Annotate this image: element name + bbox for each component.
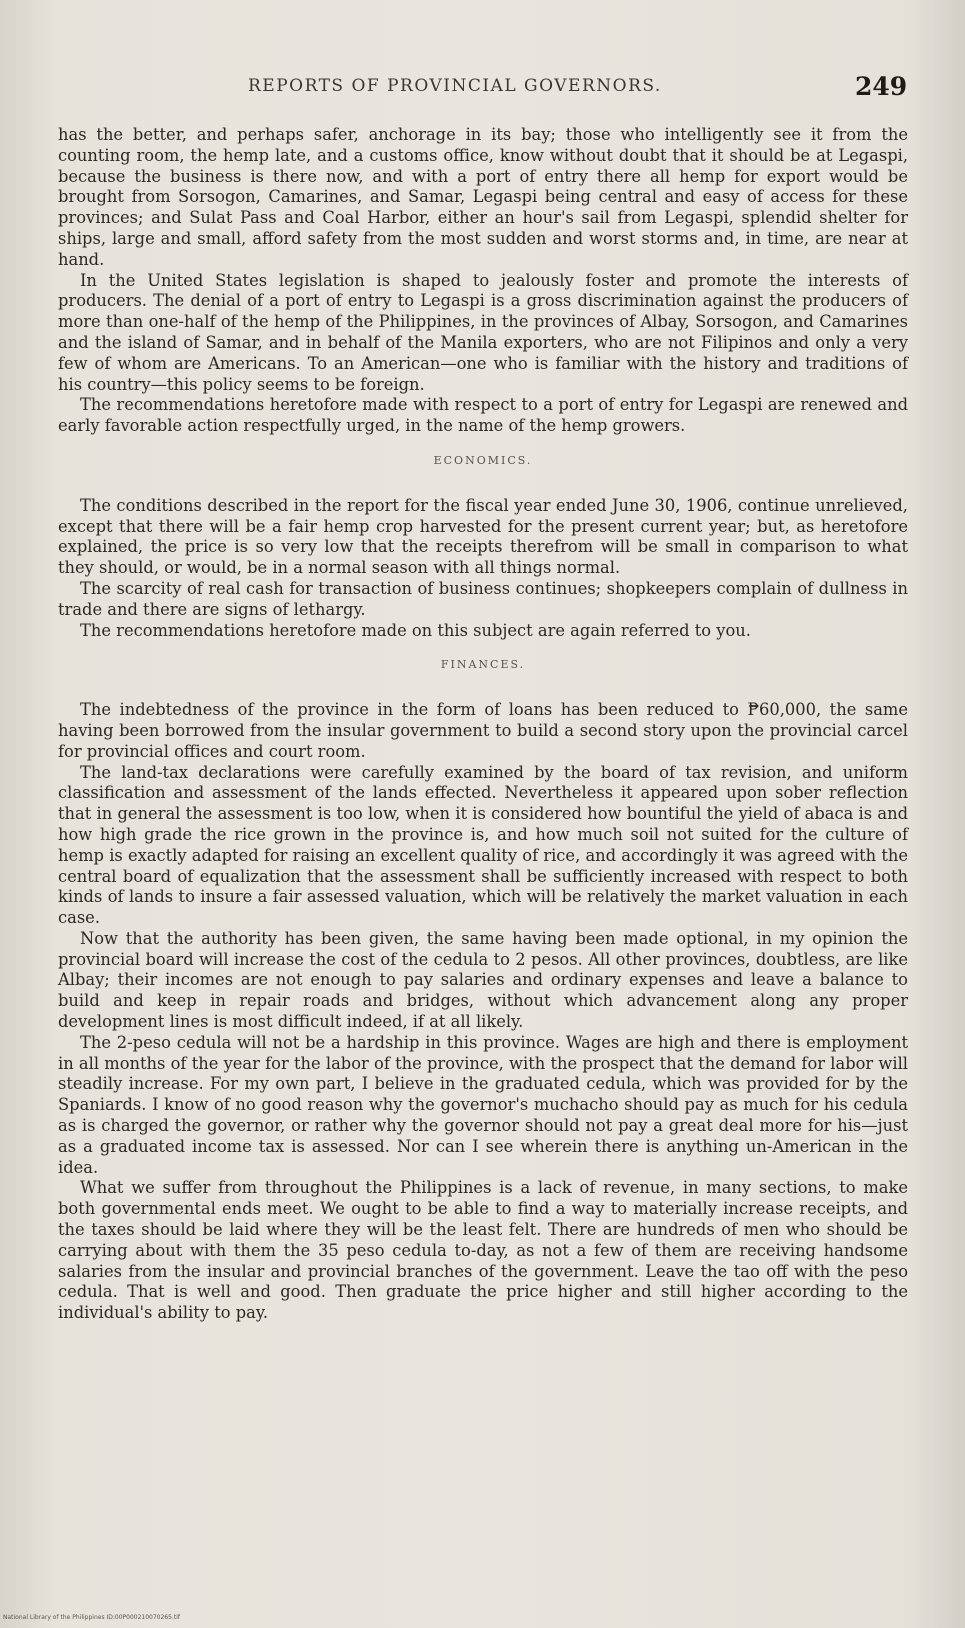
document-body xyxy=(58,125,908,1324)
paragraph-3: The recommendations heretofore made with respect to a port of entry for Legaspi are renewed and early favorable action respectfully urged, in the name of the hemp growers. xyxy=(58,395,908,436)
running-head: REPORTS OF PROVINCIAL GOVERNORS. xyxy=(248,76,662,96)
paragraph-5: The scarcity of real cash for transaction of business continues; shopkeepers complain of dullness in trade and there are signs of lethargy. xyxy=(58,578,908,619)
paragraph-7: The indebtedness of the province in the form of loans has been reduced to ₱60,000, the same having been borrowed from the insular government to build a second story upon the provincial carcel for provincial offices and court room. xyxy=(58,700,908,761)
page-header xyxy=(0,72,965,104)
page-number: 249 xyxy=(855,72,908,101)
paragraph-10: The 2-peso cedula will not be a hardship in this province. Wages are high and there is employment in all months of the year for the labor of the province, with the prospect that the demand for labor will steadily increase. For my own part, I believe in the graduated cedula, which was provided for by the Spaniards. I know of no good reason why the governor's muchacho should pay as much for his cedula as is charged the governor, or rather why the governor should not pay a great deal more for his—just as a graduated income tax is assessed. Nor can I see wherein there is anything un-American in the idea. xyxy=(58,1032,908,1177)
paragraph-2: In the United States legislation is shaped to jealously foster and promote the interests of producers. The denial of a port of entry to Legaspi is a gross discrimination against the producers of more than one-half of the hemp of the Philippines, in the provinces of Albay, Sorsogon, and Camarines and the island of Samar, and in behalf of the Manila exporters, who are not Filipinos and only a very few of whom are Americans. To an American—one who is familiar with the history and traditions of his country—this policy seems to be foreign. xyxy=(58,270,908,394)
scan-credit-footer: National Library of the Philippines ID:00P000210070265.tif xyxy=(3,1614,180,1621)
paragraph-6: The recommendations heretofore made on this subject are again referred to you. xyxy=(80,620,751,640)
paragraph-8: The land-tax declarations were carefully examined by the board of tax revision, and uniform classification and assessment of the lands effected. Nevertheless it appeared upon sober reflection that in general the assessment is too low, when it is considered how bountiful the yield of abaca is and how high grade the rice grown in the province is, and how much soil not suited for the culture of hemp is exactly adapted for raising an excellent quality of rice, and accordingly it was agreed with the central board of equalization that the assessment shall be sufficiently increased with respect to both kinds of lands to insure a fair assessed valuation, which will be relatively the market valuation in each case. xyxy=(58,762,908,928)
paragraph-11: What we suffer from throughout the Philippines is a lack of revenue, in many sections, to make both governmental ends meet. We ought to be able to find a way to materially increase receipts, and the taxes should be laid where they will be the least felt. There are hundreds of men who should be carrying about with them the 35 peso cedula to-day, as not a few of them are receiving handsome salaries from the insular and provincial branches of the government. Leave the tao off with the peso cedula. That is well and good. Then graduate the price higher and still higher according to the individual's ability to pay. xyxy=(58,1178,908,1323)
paragraph-1: has the better, and perhaps safer, anchorage in its bay; those who intelligently see it from the counting room, the hemp late, and a customs office, know without doubt that it should be at Legaspi, because the business is there now, and with a port of entry there all hemp for export would be brought from Sorsogon, Camarines, and Samar, Legaspi being central and easy of access for these provinces; and Sulat Pass and Coal Harbor, either an hour's sail from Legaspi, splendid shelter for ships, large and small, afford safety from the most sudden and worst storms and, in time, are near at hand. xyxy=(58,125,908,269)
section-heading-economics: ECONOMICS. xyxy=(433,453,533,467)
section-heading-finances: FINANCES. xyxy=(440,658,526,672)
paragraph-9: Now that the authority has been given, the same having been made optional, in my opinion the provincial board will increase the cost of the cedula to 2 pesos. All other provinces, doubtless, are like Albay; their incomes are not enough to pay salaries and ordinary expenses and leave a balance to build and keep in repair roads and bridges, without which advancement along any proper development lines is most difficult indeed, if at all likely. xyxy=(58,928,908,1032)
paragraph-4: The conditions described in the report for the fiscal year ended June 30, 1906, continue unrelieved, except that there will be a fair hemp crop harvested for the present current year; but, as heretofore explained, the price is so very low that the receipts therefrom will be small in comparison to what they should, or would, be in a normal season with all things normal. xyxy=(58,495,908,578)
